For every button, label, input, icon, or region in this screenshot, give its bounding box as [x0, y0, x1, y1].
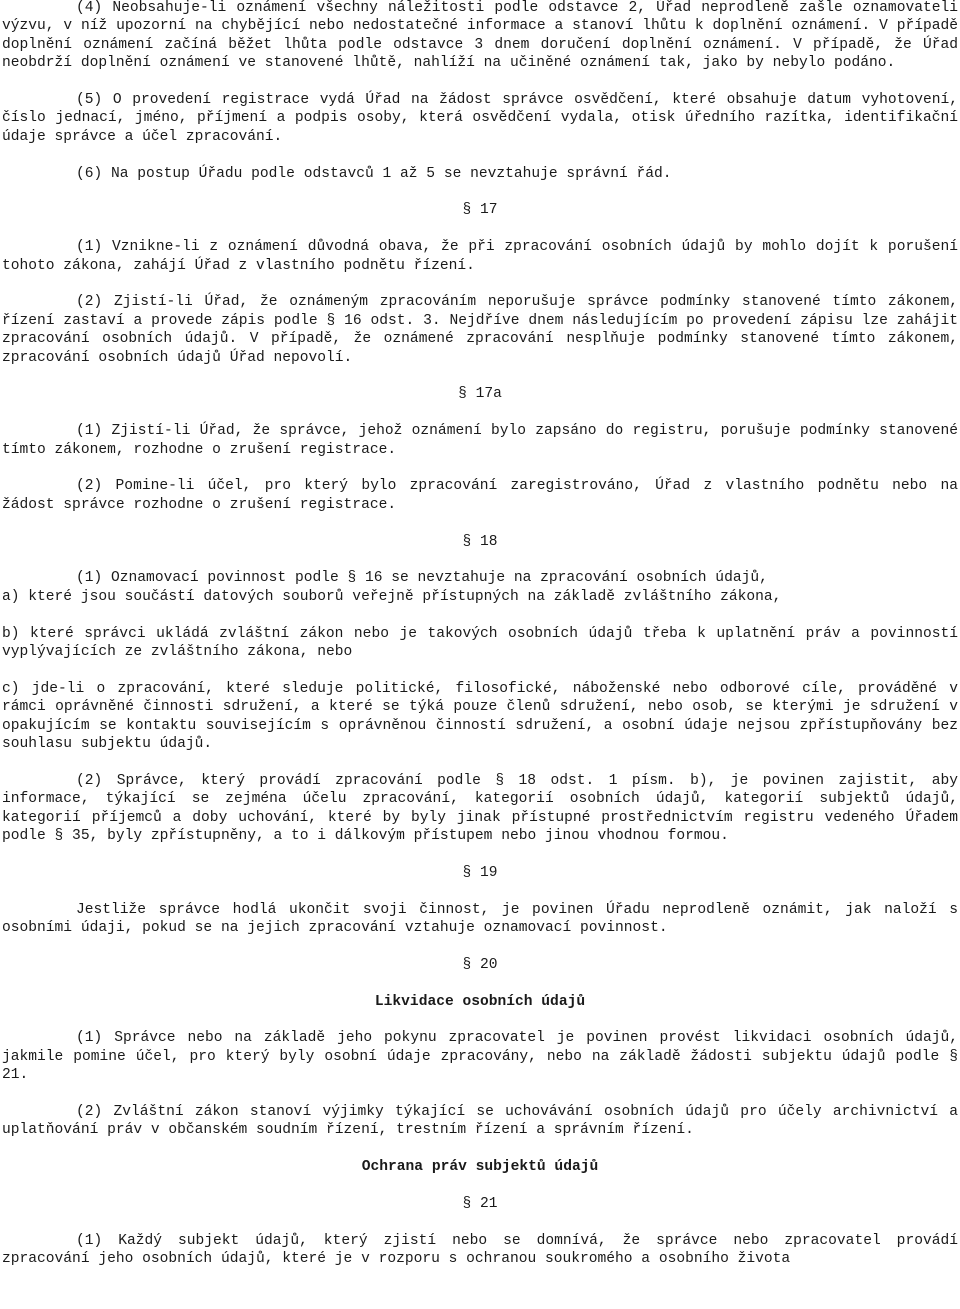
list-item: c) jde-li o zpracování, které sleduje politické, filosofické, náboženské nebo odborové cíle, prováděné v rámci oprávněné činnosti sdružení, a které se týká pouze členů sdružení, nebo osob, se kterými je sdružení v opakujícím se kontaktu souvisejícím s oprávněnou činností sdružení, a osobní údaje nejsou zpřístupňovány bez souhlasu subjektu údajů.: [2, 680, 958, 753]
paragraph: (1) Každý subjekt údajů, který zjistí nebo se domnívá, že správce nebo zpracovatel provádí zpracování jeho osobních údajů, které je v rozporu s ochranou soukromého a osobního života: [2, 1232, 958, 1268]
section-number: § 17a: [458, 386, 502, 403]
section-heading: Likvidace osobních údajů: [374, 993, 586, 1010]
list-item: b) které správci ukládá zvláštní zákon nebo je takových osobních údajů třeba k uplatnění práv a povinností vyplývajících ze zvláštního zákona, nebo: [2, 625, 958, 661]
section-number: § 21: [462, 1196, 498, 1213]
section-number: § 20: [462, 956, 498, 973]
document-page: [2, 0, 958, 1287]
paragraph: (1) Zjistí-li Úřad, že správce, jehož oznámení bylo zapsáno do registru, porušuje podmínky stanovené tímto zákonem, rozhodne o zrušení registrace.: [2, 423, 958, 458]
paragraph: (2) Zjistí-li Úřad, že oznámeným zpracováním neporušuje správce podmínky stanovené tímto zákonem, řízení zastaví a provede zápis podle § 16 odst. 3. Nejdříve dnem následujícím po provedení zápisu lze zahájit zpracování osobních údajů. V případě, že oznámené zpracování nesplňuje podmínky stanovené tímto zákonem, zpracování osobních údajů Úřad nepovolí.: [2, 294, 958, 366]
paragraph: (2) Pomine-li účel, pro který bylo zpracování zaregistrováno, Úřad z vlastního podnětu nebo na žádost správce rozhodne o zrušení registrace.: [2, 478, 958, 513]
paragraph: (5) O provedení registrace vydá Úřad na žádost správce osvědčení, které obsahuje datum vyhotovení, číslo jednací, jméno, příjmení a podpis osoby, která osvědčení vydala, otisk úředního razítka, identifikační údaje správce a účel zpracování.: [2, 92, 958, 145]
paragraph: (2) Správce, který provádí zpracování podle § 18 odst. 1 písm. b), je povinen zajistit, aby informace, týkající se zejména účelu zpracování, kategorií osobních údajů, kategorií subjektů údajů, kategorií příjemců a doby uchování, které by byly jinak přístupné prostřednictvím registru vedeného Úřadem podle § 35, byly zpřístupněny, a to i dálkovým přístupem nebo jinou vhodnou formou.: [2, 772, 958, 845]
paragraph: Jestliže správce hodlá ukončit svoji činnost, je povinen Úřadu neprodleně oznámit, jak naloží s osobními údaji, pokud se na jejich zpracování vztahuje oznamovací povinnost.: [2, 901, 958, 937]
section-number: § 19: [462, 864, 498, 881]
list-item: a) které jsou součástí datových souborů veřejně přístupných na základě zvláštního zákona,: [2, 588, 782, 605]
paragraph: (6) Na postup Úřadu podle odstavců 1 až 5 se nevztahuje správní řád.: [76, 165, 672, 182]
section-heading: Ochrana práv subjektů údajů: [361, 1159, 599, 1176]
paragraph: (2) Zvláštní zákon stanoví výjimky týkající se uchovávání osobních údajů pro účely archivnictví a uplatňování práv v občanském soudním řízení, trestním řízení a správním řízení.: [2, 1104, 958, 1139]
paragraph: (1) Oznamovací povinnost podle § 16 se nevztahuje na zpracování osobních údajů,: [76, 570, 768, 587]
paragraph: (1) Správce nebo na základě jeho pokynu zpracovatel je povinen provést likvidaci osobních údajů, jakmile pomine účel, pro který byly osobní údaje zpracovány, nebo na základě žádosti subjektu údajů podle § 21.: [2, 1030, 958, 1084]
section-number: § 17: [462, 202, 498, 219]
paragraph: (1) Vznikne-li z oznámení důvodná obava, že při zpracování osobních údajů by mohlo dojít k porušení tohoto zákona, zahájí Úřad z vlastního podnětu řízení.: [2, 239, 958, 274]
paragraph: (4) Neobsahuje-li oznámení všechny náležitosti podle odstavce 2, Úřad neprodleně zašle oznamovateli výzvu, v níž upozorní na chybějící nebo nedostatečné informace a stanoví lhůtu k doplnění oznámení. V případě doplnění oznámení začíná běžet lhůta podle odstavce 3 dnem doručení doplnění oznámení. V případě, že Úřad neobdrží doplnění oznámení ve stanovené lhůtě, nahlíží na učiněné oznámení tak, jako by nebylo podáno.: [2, 0, 958, 72]
section-number: § 18: [462, 533, 498, 550]
